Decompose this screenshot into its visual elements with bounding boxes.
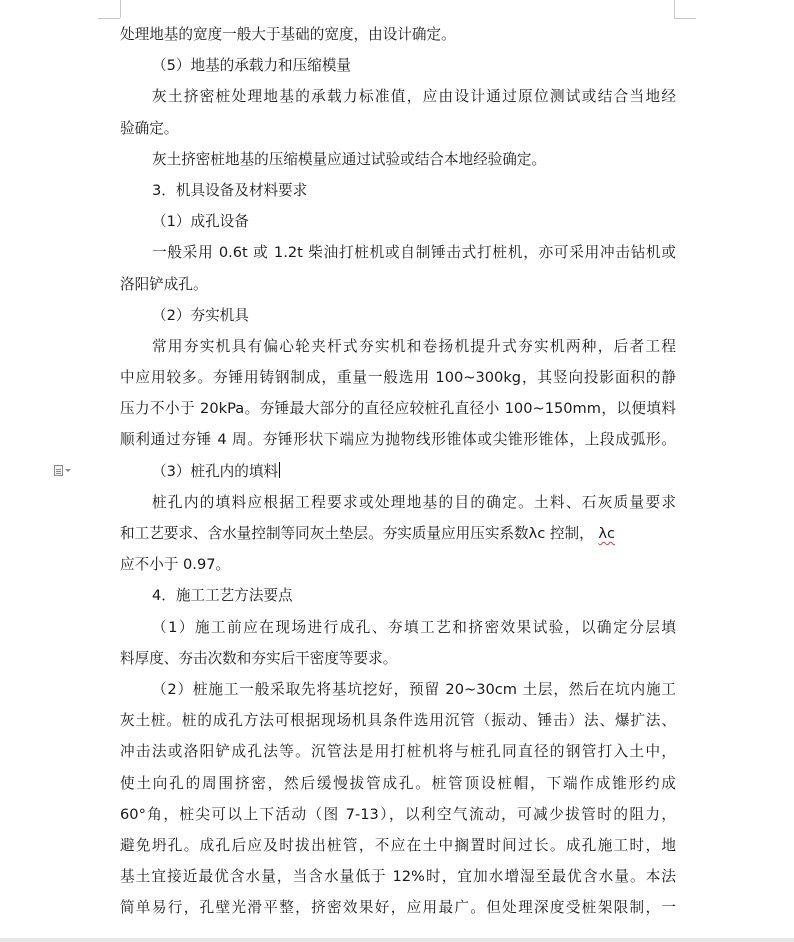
text-cursor — [279, 462, 280, 478]
body-line-with-spellcheck — [120, 518, 676, 549]
section-heading: （2）夯实机具 — [152, 306, 249, 324]
body-line: （1）施工前应在现场进行成孔、夯填工艺和挤密效果试验，以确定分层填 — [152, 618, 676, 636]
document-body[interactable] — [120, 19, 676, 923]
body-text: 和工艺要求、含水量控制等同灰土垫层。夯实质量应用压实系数λc 控制， — [120, 525, 594, 542]
body-line: 避免坍孔。成孔后应及时拔出桩管，不应在土中搁置时间过长。成孔施工时，地 — [120, 836, 676, 854]
section-heading: 4．施工工艺方法要点 — [152, 587, 293, 605]
section-heading-with-cursor — [120, 456, 676, 487]
section-heading: （5）地基的承载力和压缩模量 — [152, 57, 352, 75]
body-line: 常用夯实机具有偏心轮夹杆式夯实机和卷扬机提升式夯实机两种，后者工程 — [152, 337, 676, 355]
paragraph-options-icon[interactable] — [54, 463, 78, 477]
body-line: 处理地基的宽度一般大于基础的宽度，由设计确定。 — [120, 26, 456, 43]
body-line: 洛阳铲成孔。 — [120, 275, 208, 293]
body-line: 简单易行，孔壁光滑平整，挤密效果好，应用最广。但处理深度受桩架限制，一 — [120, 899, 676, 917]
heading-text: （3）桩孔内的填料 — [152, 462, 279, 480]
body-line: 一般采用 0.6t 或 1.2t 柴油打桩机或自制锤击式打桩机，亦可采用冲击钻机或 — [152, 244, 676, 262]
crop-mark-top-left — [120, 0, 121, 18]
section-heading: 3．机具设备及材料要求 — [152, 181, 308, 199]
body-line: 灰土桩。桩的成孔方法可根据现场机具条件选用沉管（振动、锤击）法、爆扩法、 — [120, 712, 676, 730]
body-line: 灰土挤密桩地基的压缩模量应通过试验或结合本地经验确定。 — [152, 150, 547, 168]
body-line: 料厚度、夯击次数和夯实后干密度等要求。 — [120, 649, 398, 667]
body-line: 应不小于 0.97。 — [120, 556, 231, 574]
crop-mark-top-right — [674, 18, 696, 19]
body-line: 桩孔内的填料应根据工程要求或处理地基的目的确定。土料、石灰质量要求 — [152, 493, 676, 511]
body-line: 压力不小于 20kPa。夯锤最大部分的直径应较桩孔直径小 100~150mm，以便填料 — [120, 400, 676, 418]
body-line: 验确定。 — [120, 119, 179, 137]
body-line: 灰土挤密桩处理地基的承载力标准值，应由设计通过原位测试或结合当地经 — [152, 88, 676, 106]
page-bottom-edge — [0, 938, 794, 942]
crop-mark-top-left — [98, 18, 120, 19]
chevron-down-icon — [65, 469, 71, 472]
body-line: （2）桩施工一般采取先将基坑挖好，预留 20~30cm 土层，然后在坑内施工 — [152, 680, 676, 698]
body-line: 中应用较多。夯锤用铸钢制成，重量一般选用 100~300kg，其竖向投影面积的静 — [120, 369, 676, 387]
body-line: 使土向孔的周围挤密，然后缓慢拔管成孔。桩管顶设桩帽，下端作成锥形约成 — [120, 774, 676, 792]
section-heading: （1）成孔设备 — [152, 213, 249, 231]
document-icon — [54, 465, 63, 476]
spellcheck-word[interactable]: λc — [598, 525, 616, 542]
body-line: 基土宜接近最优含水量，当含水量低于 12%时，宜加水增湿至最优含水量。本法 — [120, 868, 676, 886]
body-line: 顺利通过夯锤 4 周。夯锤形状下端应为抛物线形锥体或尖锥形锥体，上段成弧形。 — [120, 431, 676, 449]
body-line: 60°角，桩尖可以上下活动（图 7-13），以利空气流动，可减少拔管时的阻力， — [120, 805, 676, 823]
crop-mark-top-right — [674, 0, 675, 18]
body-line: 冲击法或洛阳铲成孔法等。沉管法是用打桩机将与桩孔同直径的钢管打入土中， — [120, 743, 676, 761]
